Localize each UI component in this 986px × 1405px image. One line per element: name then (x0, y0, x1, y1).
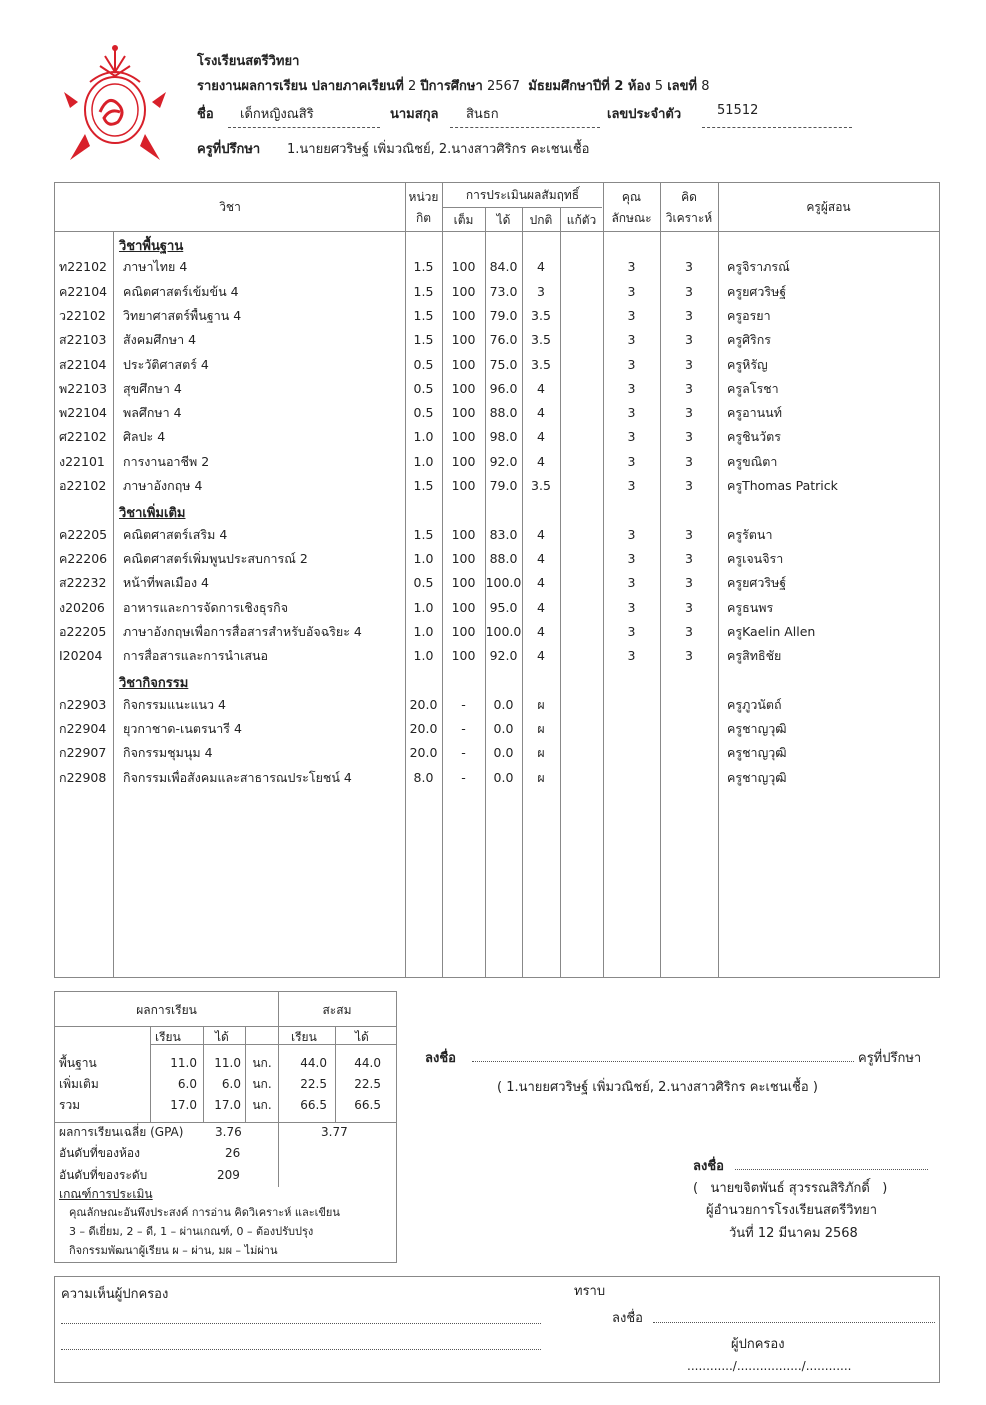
th-char-top: คุณ (621, 190, 642, 204)
cell-name: คณิตศาสตร์เข้มข้น 4 (123, 283, 239, 299)
summary-box (54, 991, 397, 1263)
parent-sign-label: ลงชื่อ (612, 1311, 643, 1326)
th-teacher: ครูผู้สอน (806, 200, 851, 214)
cell-credit: 0.5 (413, 575, 434, 591)
summary-col-divider (278, 992, 279, 1187)
summary-cell-cum_got: 66.5 (354, 1098, 381, 1112)
th-subject: วิชา (219, 200, 241, 214)
th-assess: การประเมินผลสัมฤทธิ์ (465, 188, 580, 202)
cell-normal: 3 (537, 283, 545, 299)
cell-code: อ22102 (59, 478, 107, 493)
summary-divider (55, 1026, 396, 1027)
cell-normal: ผ (537, 745, 545, 761)
th-think-bottom: วิเคราะห์ (665, 211, 713, 225)
cell-char: 3 (627, 575, 636, 591)
cell-got: 84.0 (489, 259, 518, 275)
cell-normal: 4 (537, 550, 545, 566)
cell-code: I20204 (59, 648, 103, 664)
summary-cell-unit: นก. (252, 1077, 272, 1091)
cell-char: 3 (627, 307, 636, 323)
advisor-sign-label: ลงชื่อ (425, 1051, 456, 1066)
cell-teacher: ครูรัตนา (727, 526, 773, 542)
summary-cell-label: รวม (59, 1098, 81, 1112)
summary-cell-got: 17.0 (214, 1098, 241, 1112)
cell-char: 3 (627, 550, 636, 566)
cell-code: ก22904 (59, 721, 107, 736)
cell-full: 100 (451, 259, 476, 275)
cell-normal: 4 (537, 380, 545, 396)
cell-got: 0.0 (493, 696, 514, 712)
cell-code: ง22101 (59, 453, 105, 469)
cell-full: - (461, 769, 466, 785)
cell-got: 83.0 (489, 526, 518, 542)
parent-ack-label: ทราบ (574, 1284, 606, 1299)
year-value: 2567 (486, 79, 521, 94)
advisor-sign-line (472, 1061, 854, 1062)
col-divider (718, 183, 719, 977)
class-rank-label: อันดับที่ของห้อง (59, 1146, 140, 1160)
sign-date: วันที่ 12 มีนาคม 2568 (729, 1226, 858, 1241)
cell-teacher: ครูขณิตา (727, 453, 778, 469)
cell-code: ส22104 (59, 356, 107, 372)
cell-code: พ22103 (59, 380, 108, 396)
cell-think: 3 (685, 259, 693, 275)
number-value: 8 (701, 79, 710, 94)
cell-name: ภาษาไทย 4 (123, 259, 188, 275)
cell-teacher: ครูยศวริษฐ์ (727, 575, 787, 591)
cell-code: ก22908 (59, 769, 107, 785)
cell-full: - (461, 696, 466, 712)
cell-normal: 4 (537, 648, 545, 664)
cell-think: 3 (685, 648, 693, 664)
cell-name: กิจกรรมชุมนุม 4 (123, 745, 213, 761)
summary-cell-unit: นก. (252, 1098, 272, 1112)
cell-code: พ22104 (59, 405, 108, 421)
cell-think: 3 (685, 453, 693, 469)
cell-think: 3 (685, 575, 693, 591)
cell-char: 3 (627, 283, 636, 299)
parent-date: ............/................./............ (687, 1359, 852, 1373)
cell-think: 3 (685, 332, 693, 348)
cell-full: 100 (451, 599, 476, 615)
summary-cell-got: 6.0 (221, 1077, 241, 1091)
cell-credit: 1.0 (413, 453, 434, 469)
year-label: ปีการศึกษา (420, 79, 483, 94)
cell-code: ส22103 (59, 332, 107, 348)
cell-credit: 1.5 (413, 332, 434, 348)
study-label: เรียน (155, 1030, 181, 1044)
results-label: ผลการเรียน (136, 1003, 197, 1017)
th-unit-top: หน่วย (408, 190, 439, 204)
level-rank-value: 209 (217, 1168, 240, 1182)
header-divider (55, 231, 939, 232)
cell-got: 76.0 (489, 332, 518, 348)
cell-credit: 20.0 (409, 721, 438, 736)
cell-credit: 1.0 (413, 599, 434, 615)
cell-credit: 1.5 (413, 478, 434, 493)
cell-teacher: ครูชาญวุฒิ (727, 769, 787, 785)
number-label: เลขที่ (667, 79, 698, 94)
cell-got: 96.0 (489, 380, 518, 396)
cell-teacher: ครูจิราภรณ์ (727, 259, 790, 275)
director-sign-line (735, 1169, 928, 1170)
th-unit-bottom: กิต (415, 211, 432, 225)
cell-think: 3 (685, 307, 693, 323)
cell-got: 92.0 (489, 453, 518, 469)
cell-normal: 3.5 (531, 478, 551, 493)
criteria-line-1: คุณลักษณะอันพึงประสงค์ การอ่าน คิดวิเคราะห์ และเขียน (69, 1206, 340, 1219)
cell-credit: 1.5 (413, 283, 434, 299)
cell-got: 95.0 (489, 599, 518, 615)
gpa-label: ผลการเรียนเฉลี่ย (GPA) (59, 1125, 184, 1139)
summary-cell-cum_got: 22.5 (354, 1077, 381, 1091)
cell-full: - (461, 721, 466, 736)
student-name: เด็กหญิงณสิริ (240, 107, 314, 122)
cell-code: อ22205 (59, 623, 107, 639)
cell-name: วิทยาศาสตร์พื้นฐาน 4 (123, 307, 242, 323)
summary-col-divider (203, 1026, 204, 1122)
summary-divider (55, 1122, 396, 1123)
cell-char: 3 (627, 599, 636, 615)
cell-think: 3 (685, 380, 693, 396)
col-divider (560, 207, 561, 977)
parent-opinion-line (61, 1323, 541, 1324)
cell-credit: 1.5 (413, 259, 434, 275)
cell-code: ค22205 (59, 526, 108, 542)
cell-normal: 4 (537, 526, 545, 542)
cell-think: 3 (685, 526, 693, 542)
cell-credit: 1.0 (413, 648, 434, 664)
cell-teacher: ครูKaelin Allen (727, 623, 816, 639)
cell-credit: 1.0 (413, 429, 434, 445)
cell-teacher: ครูอานนท์ (727, 405, 782, 421)
cell-normal: 3.5 (531, 332, 551, 348)
school-name: โรงเรียนสตรีวิทยา (197, 54, 300, 69)
cum-got-label: ได้ (355, 1030, 369, 1044)
cell-name: คณิตศาสตร์เพิ่มพูนประสบการณ์ 2 (123, 550, 308, 566)
cell-char: 3 (627, 405, 636, 421)
summary-cell-got: 11.0 (214, 1056, 241, 1070)
cell-char: 3 (627, 332, 636, 348)
cell-full: 100 (451, 453, 476, 469)
cell-code: ส22232 (59, 575, 107, 591)
cell-char: 3 (627, 648, 636, 664)
cell-got: 73.0 (489, 283, 518, 299)
th-char-bottom: ลักษณะ (611, 211, 652, 225)
summary-divider (150, 1044, 396, 1045)
cell-got: 88.0 (489, 550, 518, 566)
th-full: เต็ม (453, 213, 474, 227)
criteria-line-2: 3 – ดีเยี่ยม, 2 – ดี, 1 – ผ่านเกณฑ์, 0 – ต้องปรับปรุง (69, 1225, 314, 1238)
parent-box (54, 1276, 940, 1383)
cell-think: 3 (685, 356, 693, 372)
cell-full: 100 (451, 429, 476, 445)
cell-credit: 0.5 (413, 356, 434, 372)
th-normal: ปกติ (529, 213, 553, 227)
cell-teacher: ครูชาญวุฒิ (727, 745, 787, 761)
cell-normal: 4 (537, 599, 545, 615)
cum-study-label: เรียน (291, 1030, 317, 1044)
cell-normal: 4 (537, 623, 545, 639)
got-label: ได้ (215, 1030, 229, 1044)
cell-name: ภาษาอังกฤษ 4 (123, 478, 203, 493)
cell-full: 100 (451, 332, 476, 348)
th-fix: แก้ตัว (566, 213, 597, 227)
class-rank-value: 26 (225, 1146, 241, 1160)
cell-char: 3 (627, 623, 636, 639)
header-subdivider (442, 207, 602, 208)
semester-value: 2 (407, 79, 417, 94)
cell-think: 3 (685, 550, 693, 566)
advisor-sign-names: ( 1.นายยศวริษฐ์ เพิ่มวณิชย์, 2.นางสาวศิริกร คะเชนเชื้อ ) (497, 1080, 818, 1095)
summary-col-divider (150, 1026, 151, 1122)
section-title: วิชากิจกรรม (119, 676, 189, 692)
cell-normal: 4 (537, 259, 545, 275)
cell-char: 3 (627, 356, 636, 372)
grade-label: มัธยมศึกษาปีที่ 2 ห้อง (528, 79, 651, 94)
summary-cell-cum_study: 44.0 (300, 1056, 327, 1070)
cell-normal: 4 (537, 575, 545, 591)
student-id-label: เลขประจำตัว (607, 107, 682, 122)
cell-teacher: ครูยศวริษฐ์ (727, 283, 787, 299)
cell-full: 100 (451, 307, 476, 323)
cell-normal: ผ (537, 721, 545, 736)
summary-cell-cum_study: 22.5 (300, 1077, 327, 1091)
student-id: 51512 (717, 103, 759, 118)
cell-credit: 1.5 (413, 526, 434, 542)
cell-code: ก22907 (59, 745, 107, 761)
cell-full: 100 (451, 356, 476, 372)
cell-credit: 20.0 (409, 745, 438, 761)
cell-name: กิจกรรมเพื่อสังคมและสาธารณประโยชน์ 4 (123, 769, 352, 785)
cell-credit: 0.5 (413, 380, 434, 396)
cell-char: 3 (627, 429, 636, 445)
cell-char: 3 (627, 259, 636, 275)
cell-think: 3 (685, 623, 693, 639)
section-title: วิชาเพิ่มเติม (119, 506, 186, 522)
criteria-title: เกณฑ์การประเมิน (59, 1187, 153, 1201)
advisor-role: ครูที่ปรึกษา (858, 1051, 922, 1066)
cell-normal: ผ (537, 769, 545, 785)
advisor-names: 1.นายยศวริษฐ์ เพิ่มวณิชย์, 2.นางสาวศิริกร คะเชนเชื้อ (287, 142, 590, 157)
summary-cell-cum_got: 44.0 (354, 1056, 381, 1070)
cell-name: สังคมศึกษา 4 (123, 332, 197, 348)
cell-got: 0.0 (493, 769, 514, 785)
director-sign-label: ลงชื่อ (693, 1159, 724, 1174)
cell-name: การงานอาชีพ 2 (123, 453, 210, 469)
summary-col-divider (335, 1026, 336, 1122)
cell-teacher: ครูภูวนัตถ์ (727, 696, 782, 712)
cell-name: กิจกรรมแนะแนว 4 (123, 696, 226, 712)
cell-normal: 4 (537, 453, 545, 469)
cell-full: 100 (451, 283, 476, 299)
cell-credit: 1.0 (413, 623, 434, 639)
cell-full: 100 (451, 623, 476, 639)
cell-teacher: ครูสิทธิชัย (727, 648, 782, 664)
cell-think: 3 (685, 283, 693, 299)
gpa-value: 3.76 (215, 1125, 242, 1139)
cell-teacher: ครูอรยา (727, 307, 771, 323)
cell-name: ยุวกาชาด-เนตรนารี 4 (123, 721, 242, 736)
summary-cell-cum_study: 66.5 (300, 1098, 327, 1112)
cell-teacher: ครูศิริกร (727, 332, 772, 348)
parent-opinion-line (61, 1349, 541, 1350)
cell-name: ศิลปะ 4 (123, 429, 166, 445)
cell-got: 100.0 (485, 623, 522, 639)
cell-full: 100 (451, 526, 476, 542)
cell-code: ท22102 (59, 259, 108, 275)
cell-credit: 1.5 (413, 307, 434, 323)
criteria-line-3: กิจกรรมพัฒนาผู้เรียน ผ – ผ่าน, มผ – ไม่ผ่าน (69, 1244, 278, 1257)
summary-cell-label: เพิ่มเติม (59, 1077, 99, 1091)
student-surname: สินธก (466, 107, 499, 122)
cell-teacher: ครูธนพร (727, 599, 774, 615)
summary-cell-unit: นก. (252, 1056, 272, 1070)
cell-name: พลศึกษา 4 (123, 405, 182, 421)
cum-gpa-value: 3.77 (321, 1125, 348, 1139)
director-name: ( นายขจิตพันธ์ สุวรรณสิริภักดิ์ ) (693, 1181, 888, 1196)
parent-role: ผู้ปกครอง (731, 1337, 785, 1352)
grades-table (54, 182, 940, 978)
cell-char: 3 (627, 453, 636, 469)
cell-think: 3 (685, 478, 693, 493)
summary-cell-study: 6.0 (177, 1077, 197, 1091)
cell-credit: 0.5 (413, 405, 434, 421)
cell-credit: 1.0 (413, 550, 434, 566)
cumulative-label: สะสม (322, 1003, 352, 1017)
school-logo (60, 42, 170, 162)
cell-name: อาหารและการจัดการเชิงธุรกิจ (123, 599, 289, 615)
cell-got: 88.0 (489, 405, 518, 421)
level-rank-label: อันดับที่ของระดับ (59, 1168, 148, 1182)
cell-name: ภาษาอังกฤษเพื่อการสื่อสารสำหรับอัจฉริยะ 4 (123, 623, 362, 639)
cell-got: 0.0 (493, 721, 514, 736)
summary-cell-study: 17.0 (170, 1098, 197, 1112)
cell-char: 3 (627, 478, 636, 493)
director-role: ผู้อำนวยการโรงเรียนสตรีวิทยา (706, 1203, 878, 1218)
cell-normal: 3.5 (531, 356, 551, 372)
cell-code: ค22104 (59, 283, 108, 299)
surname-label: นามสกุล (390, 107, 439, 122)
summary-cell-label: พื้นฐาน (59, 1056, 97, 1070)
surname-underline (450, 127, 600, 128)
cell-got: 98.0 (489, 429, 518, 445)
cell-full: 100 (451, 478, 476, 493)
cell-normal: 4 (537, 429, 545, 445)
cell-got: 92.0 (489, 648, 518, 664)
cell-teacher: ครูเจนจิรา (727, 550, 784, 566)
cell-got: 75.0 (489, 356, 518, 372)
cell-full: 100 (451, 405, 476, 421)
summary-cell-study: 11.0 (170, 1056, 197, 1070)
cell-name: ประวัติศาสตร์ 4 (123, 356, 209, 372)
cell-teacher: ครูหิรัญ (727, 356, 768, 372)
cell-teacher: ครูชาญวุฒิ (727, 721, 787, 736)
cell-code: ก22903 (59, 696, 107, 712)
cell-normal: 3.5 (531, 307, 551, 323)
parent-opinion-label: ความเห็นผู้ปกครอง (61, 1287, 169, 1302)
name-label: ชื่อ (197, 107, 214, 122)
cell-think: 3 (685, 405, 693, 421)
cell-teacher: ครูลโรชา (727, 380, 779, 396)
cell-got: 100.0 (485, 575, 522, 591)
cell-got: 79.0 (489, 478, 518, 493)
th-got: ได้ (496, 213, 511, 227)
cell-code: ค22206 (59, 550, 108, 566)
parent-sign-line (653, 1322, 935, 1323)
cell-think: 3 (685, 599, 693, 615)
advisor-label: ครูที่ปรึกษา (197, 142, 261, 157)
student-id-underline (702, 127, 852, 128)
cell-name: การสื่อสารและการนำเสนอ (123, 648, 269, 664)
report-prefix: รายงานผลการเรียน ปลายภาคเรียนที่ (197, 79, 404, 94)
name-underline (228, 127, 380, 128)
cell-credit: 8.0 (413, 769, 434, 785)
cell-char: 3 (627, 380, 636, 396)
summary-col-divider (245, 1026, 246, 1122)
cell-code: ว22102 (59, 307, 106, 323)
cell-normal: ผ (537, 696, 545, 712)
cell-full: 100 (451, 380, 476, 396)
cell-got: 79.0 (489, 307, 518, 323)
report-title (197, 75, 709, 96)
room-value: 5 (654, 79, 664, 94)
cell-name: สุขศึกษา 4 (123, 380, 182, 396)
cell-think: 3 (685, 429, 693, 445)
cell-normal: 4 (537, 405, 545, 421)
th-think-top: คิด (681, 190, 697, 204)
cell-credit: 20.0 (409, 696, 438, 712)
section-title: วิชาพื้นฐาน (119, 239, 184, 254)
cell-char: 3 (627, 526, 636, 542)
cell-full: - (461, 745, 466, 761)
cell-name: คณิตศาสตร์เสริม 4 (123, 526, 228, 542)
cell-code: ศ22102 (59, 429, 107, 445)
cell-code: ง20206 (59, 599, 105, 615)
cell-full: 100 (451, 550, 476, 566)
cell-full: 100 (451, 648, 476, 664)
cell-got: 0.0 (493, 745, 514, 761)
cell-full: 100 (451, 575, 476, 591)
cell-teacher: ครูชินวัตร (727, 429, 781, 445)
col-divider (113, 231, 114, 977)
cell-name: หน้าที่พลเมือง 4 (123, 575, 209, 591)
cell-teacher: ครูThomas Patrick (727, 478, 838, 493)
